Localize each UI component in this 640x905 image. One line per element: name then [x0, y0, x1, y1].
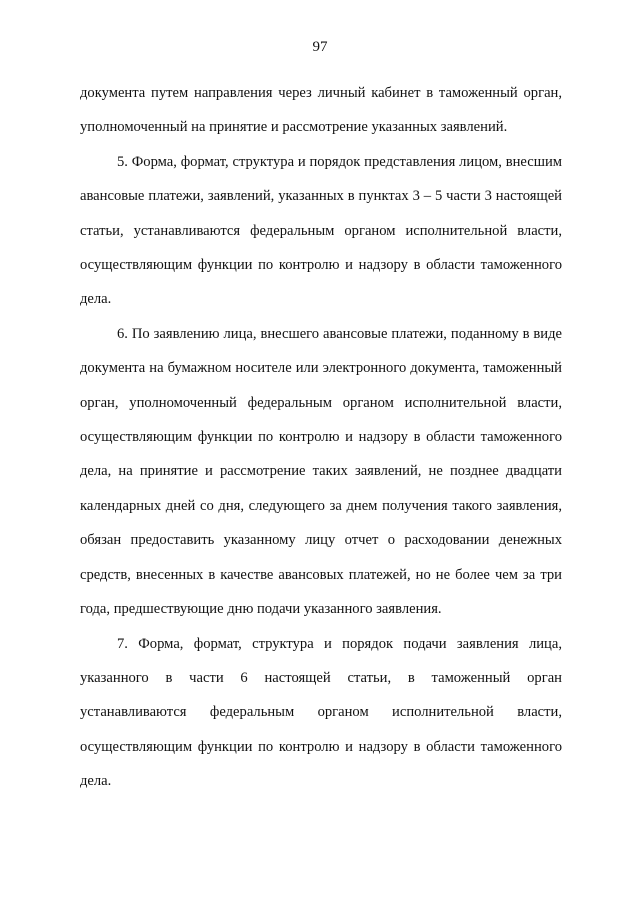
paragraph-item-7: 7. Форма, формат, структура и порядок подачи заявления лица, указанного в части 6 настоящей статьи, в таможенный орган устанавливаются федеральным органом исполнительной власти, осуществляющим функции по контролю и надзору в области таможенного дела.	[80, 635, 562, 790]
document-body	[80, 76, 562, 799]
paragraph-continuation: документа путем направления через личный кабинет в таможенный орган, уполномоченный на принятие и рассмотрение указанных заявлений.	[80, 85, 562, 136]
paragraph-item-6: 6. По заявлению лица, внесшего авансовые платежи, поданному в виде документа на бумажном носителе или электронного документа, таможенный орган, уполномоченный федеральным органом исполнительной власти, осуществляющим функции по контролю и надзору в области таможенного дела, на принятие и рассмотрение таких заявлений, не позднее двадцати календарных дней со дня, следующего за днем получения такого заявления, обязан предоставить указанному лицу отчет о расходовании денежных средств, внесенных в качестве авансовых платежей, но не более чем за три года, предшествующие дню подачи указанного заявления.	[80, 325, 562, 618]
paragraph-item-5: 5. Форма, формат, структура и порядок представления лицом, внесшим авансовые платежи, заявлений, указанных в пунктах 3 – 5 части 3 настоящей статьи, устанавливаются федеральным органом исполнительной власти, осуществляющим функции по контролю и надзору в области таможенного дела.	[80, 153, 562, 308]
page-number: 97	[312, 39, 328, 55]
